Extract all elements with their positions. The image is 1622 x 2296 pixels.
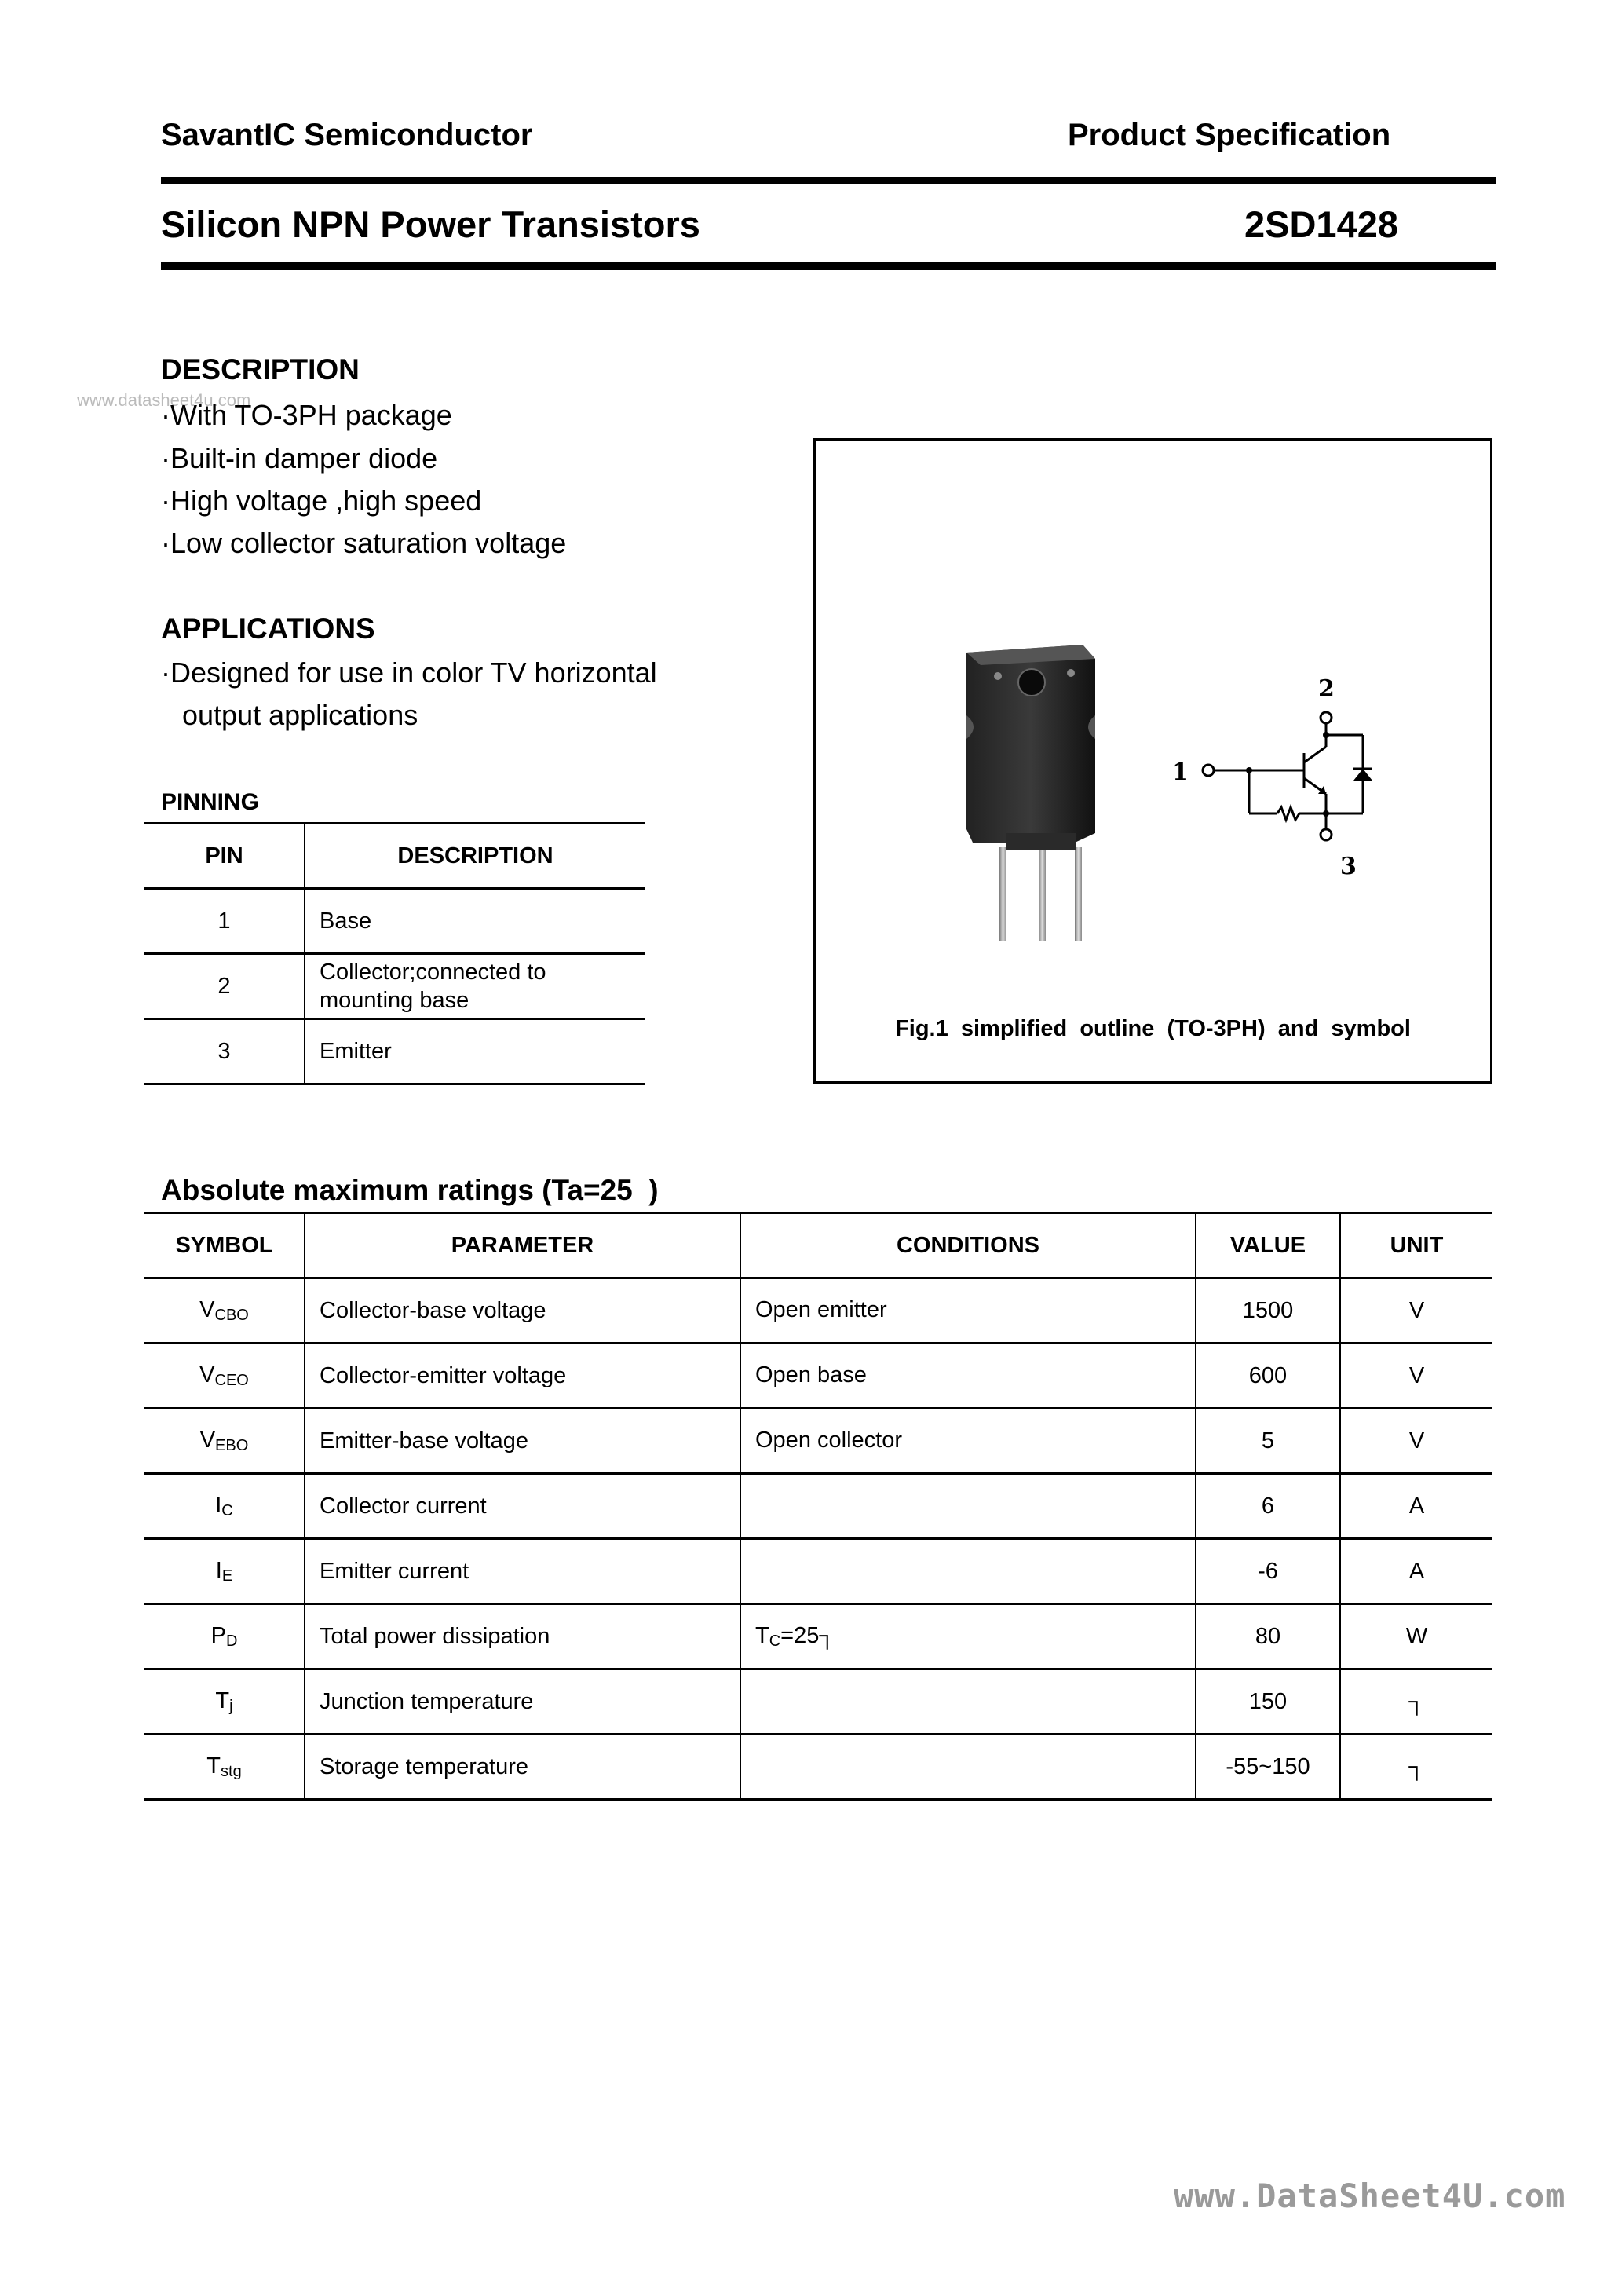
conditions-cell [740, 1344, 1196, 1409]
symbol-cell [144, 1409, 305, 1474]
unit-cell: V [1340, 1344, 1492, 1409]
conditions-cell [740, 1278, 1196, 1344]
pin-number: 3 [144, 1019, 305, 1084]
symbol-letter: T [206, 1753, 221, 1779]
value-cell: 1500 [1196, 1278, 1340, 1344]
table-row [144, 1604, 1492, 1669]
footer-watermark-link[interactable]: www.DataSheet4U.com [1174, 2177, 1566, 2215]
symbol-subscript: CBO [214, 1306, 249, 1324]
figure-caption: Fig.1 simplified outline (TO-3PH) and symbol [895, 1016, 1411, 1041]
symbol-cell [144, 1604, 305, 1669]
figure-box [813, 438, 1492, 1084]
symbol-cell [144, 1278, 305, 1344]
unit-cell: V [1340, 1278, 1492, 1344]
symbol-cell [144, 1474, 305, 1539]
parameter-cell: Emitter-base voltage [305, 1409, 740, 1474]
table-row [144, 954, 645, 1019]
description-heading: DESCRIPTION [161, 353, 360, 386]
description-item: ·High voltage ,high speed [161, 484, 482, 517]
symbol-header: SYMBOL [144, 1213, 305, 1278]
condition-subscript: C [769, 1632, 781, 1650]
symbol-letter: V [199, 1362, 215, 1387]
parameter-cell: Collector-emitter voltage [305, 1344, 740, 1409]
conditions-cell [740, 1735, 1196, 1800]
pin-description-header: DESCRIPTION [305, 824, 645, 889]
header-rule-top [161, 177, 1496, 184]
symbol-subscript: EBO [215, 1436, 249, 1454]
condition-rest: =25┐ [780, 1622, 835, 1648]
symbol-subscript: j [229, 1697, 233, 1715]
unit-cell: V [1340, 1409, 1492, 1474]
pin-description: Emitter [305, 1019, 645, 1084]
applications-line: ·Designed for use in color TV horizontal [161, 656, 657, 689]
condition-text: Open base [755, 1362, 867, 1387]
description-item: ·Built-in damper diode [161, 442, 438, 474]
unit-cell: A [1340, 1539, 1492, 1604]
symbol-cell [144, 1539, 305, 1604]
condition-text: Open emitter [755, 1296, 887, 1322]
parameter-cell: Storage temperature [305, 1735, 740, 1800]
symbol-letter: V [199, 1296, 215, 1322]
applications-heading: APPLICATIONS [161, 612, 375, 645]
applications-line: output applications [182, 699, 418, 731]
parameter-cell: Collector current [305, 1474, 740, 1539]
table-row [144, 1344, 1492, 1409]
value-cell: -55~150 [1196, 1735, 1340, 1800]
parameter-header: PARAMETER [305, 1213, 740, 1278]
value-cell: 600 [1196, 1344, 1340, 1409]
unit-cell: W [1340, 1604, 1492, 1669]
symbol-pin-label: 2 [1318, 675, 1335, 703]
symbol-subscript: D [225, 1632, 238, 1650]
symbol-subscript: C [221, 1501, 233, 1519]
condition-text: Open collector [755, 1427, 902, 1453]
symbol-letter: I [215, 1557, 222, 1583]
table-row [144, 1735, 1492, 1800]
description-item: ·Low collector saturation voltage [161, 527, 567, 559]
conditions-header: CONDITIONS [740, 1213, 1196, 1278]
description-item: ·With TO-3PH package [161, 399, 452, 431]
pin-header: PIN [144, 824, 305, 889]
pin-description-line: Collector;connected to [320, 960, 546, 985]
value-cell: -6 [1196, 1539, 1340, 1604]
parameter-cell: Collector-base voltage [305, 1278, 740, 1344]
table-row [144, 1409, 1492, 1474]
doc-type: Product Specification [1068, 118, 1391, 152]
symbol-pin-label: 1 [1172, 759, 1189, 786]
ratings-heading: Absolute maximum ratings (Ta=25 ) [161, 1174, 659, 1206]
pin-number: 2 [144, 954, 305, 1019]
table-row [144, 889, 645, 954]
value-header: VALUE [1196, 1213, 1340, 1278]
symbol-pin-label: 3 [1340, 853, 1357, 880]
table-row [144, 1539, 1492, 1604]
value-cell: 5 [1196, 1409, 1340, 1474]
transistor-symbol-image [1161, 668, 1389, 896]
symbol-cell [144, 1344, 305, 1409]
table-row [144, 1278, 1492, 1344]
pin-description-line: mounting base [320, 988, 469, 1013]
conditions-cell [740, 1669, 1196, 1735]
company-name: SavantIC Semiconductor [161, 118, 533, 152]
symbol-letter: T [215, 1687, 230, 1713]
conditions-cell [740, 1474, 1196, 1539]
header-rule-bottom [161, 262, 1496, 270]
conditions-cell [740, 1409, 1196, 1474]
unit-header: UNIT [1340, 1213, 1492, 1278]
symbol-letter: P [210, 1622, 226, 1648]
symbol-subscript: CEO [214, 1371, 249, 1389]
watermark-link[interactable]: www.datasheet4u.com [77, 390, 251, 410]
table-row [144, 1669, 1492, 1735]
symbol-subscript: stg [221, 1762, 242, 1780]
parameter-cell: Total power dissipation [305, 1604, 740, 1669]
symbol-cell [144, 1669, 305, 1735]
package-outline-image [957, 637, 1130, 951]
value-cell: 6 [1196, 1474, 1340, 1539]
pin-description: Base [305, 889, 645, 954]
ratings-table [144, 1212, 1492, 1801]
conditions-cell [740, 1539, 1196, 1604]
table-row [144, 1019, 645, 1084]
pinning-heading: PINNING [161, 789, 260, 815]
symbol-letter: I [215, 1492, 222, 1518]
unit-cell: ┐ [1340, 1669, 1492, 1735]
parameter-cell: Junction temperature [305, 1669, 740, 1735]
unit-cell: A [1340, 1474, 1492, 1539]
value-cell: 150 [1196, 1669, 1340, 1735]
part-number: 2SD1428 [1244, 203, 1398, 245]
pin-number: 1 [144, 889, 305, 954]
unit-cell: ┐ [1340, 1735, 1492, 1800]
symbol-cell [144, 1735, 305, 1800]
product-title: Silicon NPN Power Transistors [161, 203, 700, 245]
table-row [144, 1474, 1492, 1539]
pinning-table [144, 822, 645, 1085]
conditions-cell [740, 1604, 1196, 1669]
symbol-letter: V [199, 1427, 216, 1453]
symbol-subscript: E [221, 1567, 233, 1585]
condition-text: T [755, 1622, 769, 1648]
parameter-cell: Emitter current [305, 1539, 740, 1604]
pin-description [305, 954, 645, 1019]
value-cell: 80 [1196, 1604, 1340, 1669]
